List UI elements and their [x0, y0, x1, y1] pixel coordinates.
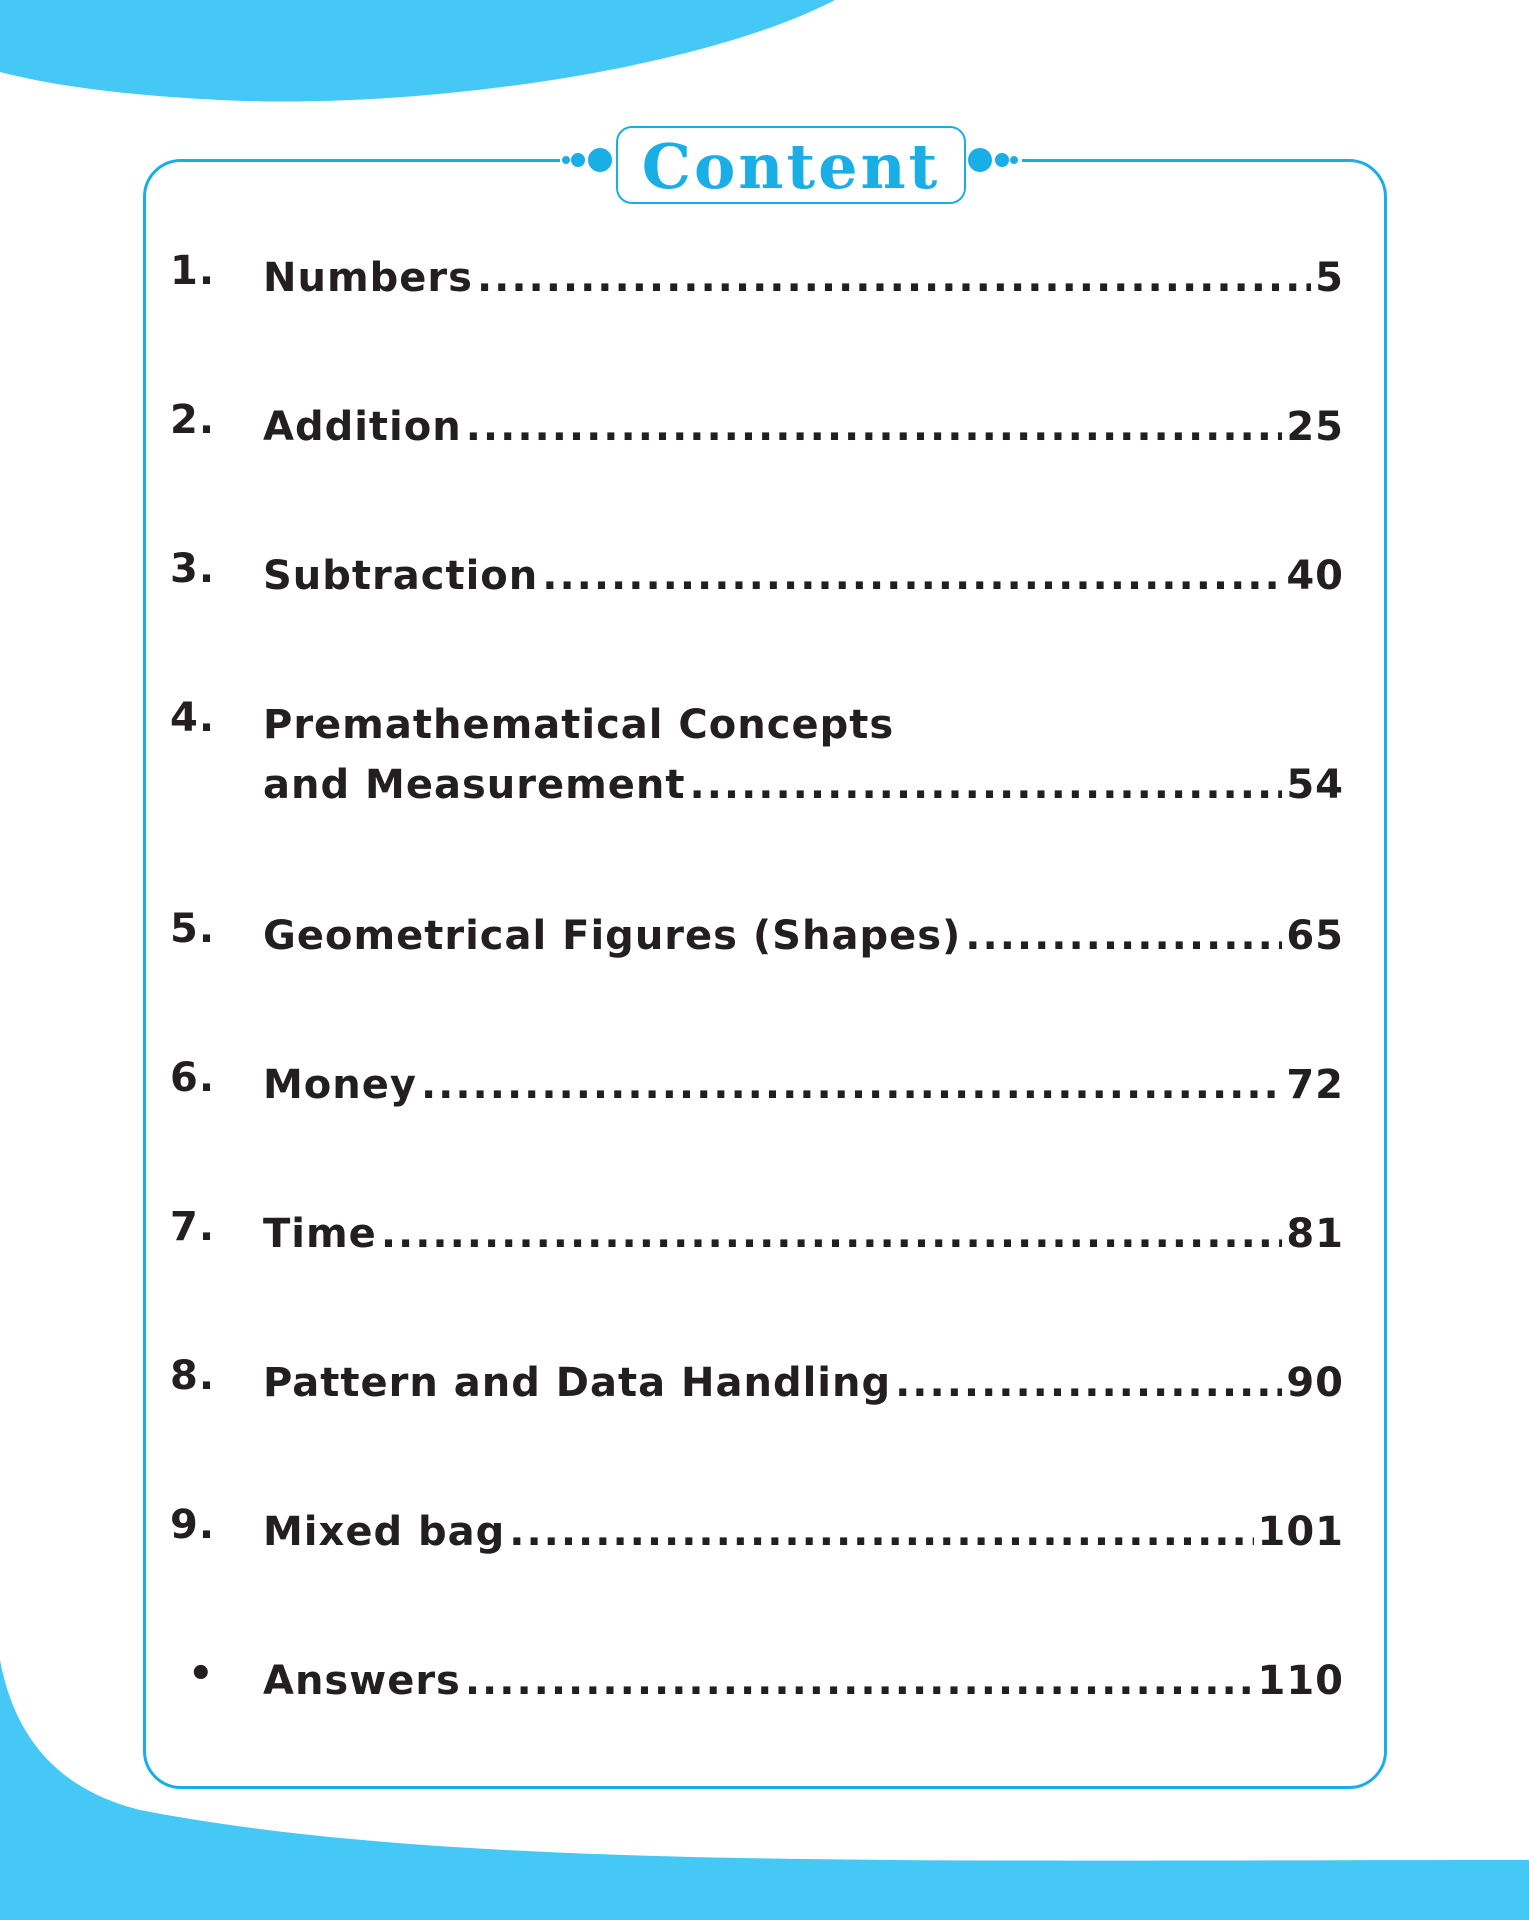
toc-leader-dots: [421, 1055, 1282, 1115]
toc-item-page: 65: [1286, 913, 1344, 959]
toc-item-title-line1: Premathematical Concepts: [263, 702, 895, 748]
toc-item-number: 2.: [170, 397, 216, 443]
toc-leader-dots: [965, 906, 1282, 966]
toc-item-number: 4.: [170, 695, 216, 741]
toc-item-page: 54: [1286, 762, 1344, 808]
toc-item-title: and Measurement: [263, 762, 686, 808]
toc-item-title: Time: [263, 1211, 377, 1257]
toc-item-title: Addition: [263, 404, 462, 450]
toc-item-page: 25: [1286, 404, 1344, 450]
toc-item-page: 101: [1257, 1509, 1344, 1555]
toc-item-title: Pattern and Data Handling: [263, 1360, 892, 1406]
toc-item-title: Answers: [263, 1658, 461, 1704]
toc-item-number: 5.: [170, 906, 216, 952]
toc-leader-dots: [465, 1651, 1254, 1711]
toc-item-title: Money: [263, 1062, 417, 1108]
toc-item-title: Geometrical Figures (Shapes): [263, 913, 962, 959]
toc-item-number: 9.: [170, 1502, 216, 1548]
toc-item-page: 40: [1286, 553, 1344, 599]
toc-item-title: Numbers: [263, 255, 473, 301]
toc-leader-dots: [895, 1353, 1282, 1413]
toc-item-number: 8.: [170, 1353, 216, 1399]
page-title: Content: [641, 130, 941, 203]
title-badge: [616, 126, 966, 204]
toc-item-number: 6.: [170, 1055, 216, 1101]
toc-item-bullet: •: [188, 1651, 215, 1697]
toc-leader-dots: [381, 1204, 1283, 1264]
toc-leader-dots: [542, 546, 1282, 606]
toc-item-page: 110: [1257, 1658, 1344, 1704]
toc-leader-dots: [690, 755, 1283, 815]
toc-item-page: 90: [1286, 1360, 1344, 1406]
toc-item-number: 1.: [170, 248, 216, 294]
toc-item-page: 5: [1315, 255, 1344, 301]
toc-item-title: Mixed bag: [263, 1509, 506, 1555]
toc-leader-dots: [477, 248, 1311, 308]
toc-leader-dots: [466, 397, 1283, 457]
toc-leader-dots: [509, 1502, 1253, 1562]
toc-item-page: 81: [1286, 1211, 1344, 1257]
toc-item-number: 3.: [170, 546, 216, 592]
toc-item-title: Subtraction: [263, 553, 539, 599]
toc-item-number: 7.: [170, 1204, 216, 1250]
toc-item-page: 72: [1286, 1062, 1344, 1108]
